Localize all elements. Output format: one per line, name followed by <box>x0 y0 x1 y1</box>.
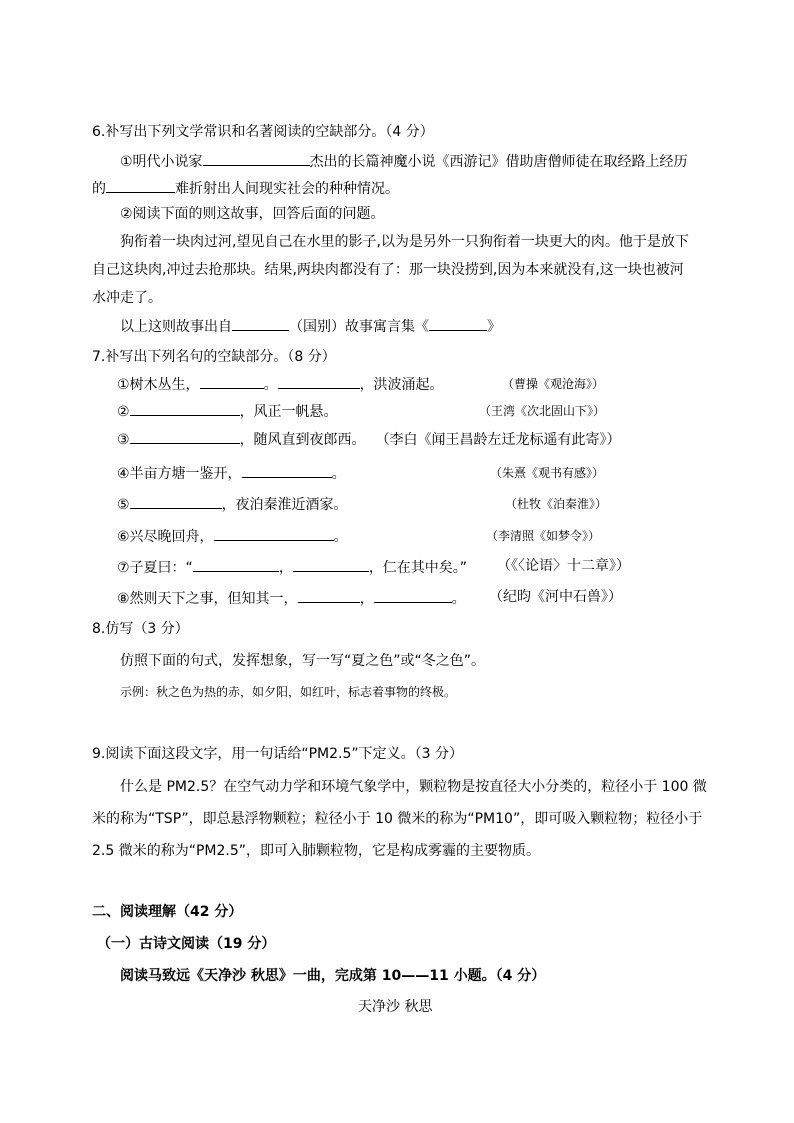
blank-7-2[interactable] <box>130 401 240 416</box>
q6-line-1-b: 杰出的长篇神魔小说《西游记》借助唐僧师徒在取经路上经历 <box>309 154 688 170</box>
q7-row-8-c: 。 <box>451 591 466 607</box>
q7-row-1-b: 。 <box>263 377 278 393</box>
q7-title: 7.补写出下列名句的空缺部分。（8 分） <box>92 349 336 365</box>
section-2-title: 二、阅读理解（42 分） <box>92 904 243 920</box>
q9-para-2: 米的称为“TSP”，即总悬浮物颗粒；粒径小于 10 微米的称为“PM10”，即可吸入颗粒物；粒径小于 <box>92 811 703 827</box>
q6-story-3: 水冲走了。 <box>92 290 162 306</box>
blank-7-4[interactable] <box>242 463 332 478</box>
blank-7-7a[interactable] <box>193 557 279 572</box>
q7-cite-7: （《〈论语〉十二章》） <box>497 558 630 574</box>
q6-story-2: 自己这块肉,冲过去抢那块。结果,两块肉都没有了：那一块没捞到,因为本来就没有,这一块也被河 <box>92 262 684 278</box>
q7-row-6-a: ⑥兴尽晚回舟， <box>117 529 214 545</box>
q7-row-5-a: ⑤ <box>117 497 130 513</box>
q7-row-8 <box>117 588 466 608</box>
q7-row-4 <box>117 463 346 483</box>
blank-7-3[interactable] <box>130 429 240 444</box>
q7-cite-8: （纪昀《河中石兽》） <box>489 589 622 605</box>
q7-cite-4: （朱熹《观书有感》） <box>490 466 605 480</box>
q6-source-c: 》 <box>487 319 501 335</box>
q7-row-2 <box>117 401 338 421</box>
q7-row-3-a: ③ <box>117 432 130 448</box>
q7-row-4-b: 。 <box>331 466 346 482</box>
q7-row-2-a: ② <box>117 404 130 420</box>
q8-title: 8.仿写（3 分） <box>92 621 189 637</box>
blank-7-1b[interactable] <box>278 374 360 389</box>
q7-row-5 <box>117 494 348 514</box>
q7-row-7-b: ， <box>278 560 293 576</box>
q7-row-1-c: ，洪波涌起。 <box>359 377 444 393</box>
poem-title: 天净沙 秋思 <box>358 999 433 1015</box>
q7-cite-6: （李清照《如梦令》） <box>486 529 601 543</box>
q7-row-6-b: 。 <box>333 529 348 545</box>
q6-line-2 <box>92 178 399 198</box>
q6-line-3: ②阅读下面的则这故事，回答后面的问题。 <box>120 206 385 222</box>
q7-row-7 <box>117 557 467 577</box>
q6-line-2-b: 难折射出人间现实社会的种种情况。 <box>175 181 399 197</box>
q9-para-3: 2.5 微米的称为“PM2.5”，即可入肺颗粒物，它是构成雾霾的主要物质。 <box>92 843 541 859</box>
q7-row-7-a: ⑦子夏曰：“ <box>117 560 193 576</box>
q6-source-b: （国别）故事寓言集《 <box>289 319 429 335</box>
q7-cite-5: （杜牧《泊秦淮》） <box>505 497 608 511</box>
blank-7-5[interactable] <box>130 494 222 509</box>
q6-source-line <box>120 316 501 336</box>
q7-row-3-b: ，随风直到夜郎西。 <box>239 432 366 448</box>
q6-line-1-a: ①明代小说家 <box>120 154 203 170</box>
q7-cite-3: （李白《闻王昌龄左迁龙标遥有此寄》） <box>375 432 621 448</box>
q7-cite-1: （曹操《观沧海》） <box>502 377 605 391</box>
q9-para-1: 什么是 PM2.5？在空气动力学和环境气象学中，颗粒物是按直径大小分类的，粒径小于 100 微 <box>120 779 707 795</box>
blank-author[interactable] <box>203 151 310 166</box>
q6-title: 6.补写出下列文学常识和名著阅读的空缺部分。（4 分） <box>92 124 434 140</box>
q9-title: 9.阅读下面这段文字，用一句话给“PM2.5”下定义。（3 分） <box>92 746 464 762</box>
blank-country[interactable] <box>232 316 289 331</box>
blank-7-1a[interactable] <box>200 374 264 389</box>
blank-7-7b[interactable] <box>293 557 369 572</box>
q7-row-4-a: ④半亩方塘一鉴开， <box>117 466 242 482</box>
q6-line-1 <box>120 151 688 171</box>
q7-row-1-a: ①树木丛生， <box>117 377 200 393</box>
blank-trials[interactable] <box>106 178 175 193</box>
q7-row-8-b: ， <box>359 591 374 607</box>
q8-example: 示例：秋之色为热的赤，如夕阳，如红叶，标志着事物的终极。 <box>120 685 457 699</box>
section-2-subtitle: （一）古诗文阅读（19 分） <box>97 936 276 952</box>
q6-story-1: 狗衔着一块肉过河,望见自己在水里的影子,以为是另外一只狗衔着一块更大的肉。他于是放下 <box>120 234 689 250</box>
blank-7-8a[interactable] <box>298 588 360 603</box>
q7-row-7-c: ，仁在其中矣。” <box>368 560 468 576</box>
blank-7-8b[interactable] <box>374 588 452 603</box>
q7-cite-2: （王湾《次北固山下》） <box>479 404 606 418</box>
q8-prompt: 仿照下面的句式，发挥想象，写一写“夏之色”或“冬之色”。 <box>120 653 486 669</box>
q7-row-5-b: ，夜泊秦淮近酒家。 <box>221 497 348 513</box>
q7-row-2-b: ，风正一帆悬。 <box>239 404 338 420</box>
section-2-instruction: 阅读马致远《天净沙 秋思》一曲，完成第 10——11 小题。（4 分） <box>120 968 546 984</box>
q7-row-8-a: ⑧然则天下之事，但知其一， <box>117 591 298 607</box>
q6-line-2-a: 的 <box>92 181 106 197</box>
q7-row-3 <box>117 429 621 449</box>
q7-row-1 <box>117 374 444 394</box>
blank-collection[interactable] <box>429 316 487 331</box>
q7-row-6 <box>117 526 348 546</box>
blank-7-6[interactable] <box>214 526 334 541</box>
q6-source-a: 以上这则故事出自 <box>120 319 232 335</box>
